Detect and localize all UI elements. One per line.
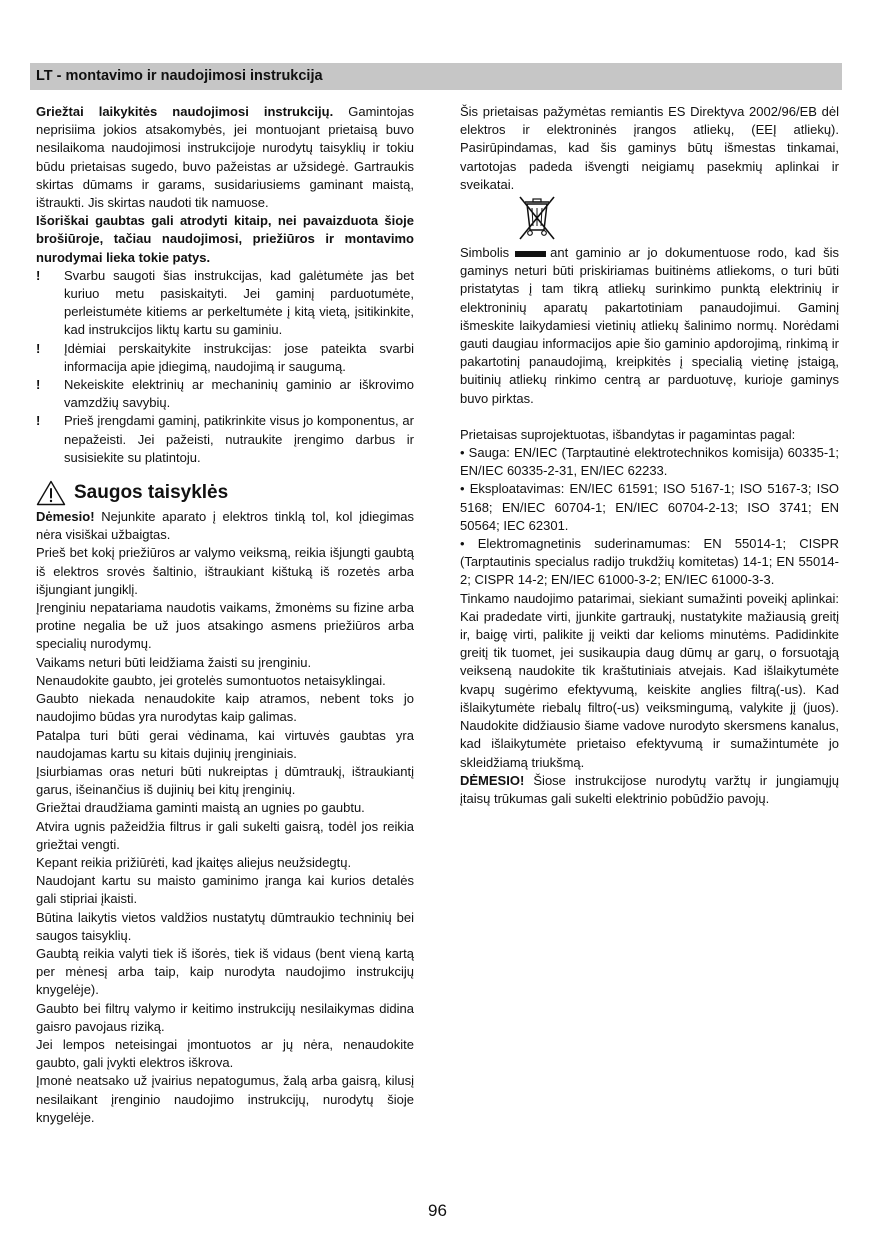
bullet-text: Prieš įrengdami gaminį, patikrinkite visus jo komponentus, ar nepažeisti. Jei pažeisti, nutraukite įrengimo darbus ir susisiekite su platintoju.: [64, 413, 414, 465]
list-item: [36, 412, 414, 467]
attention-paragraph: [36, 508, 414, 544]
instruction-bullets: [36, 267, 414, 467]
caution-text: Šiose instrukcijose nurodytų varžtų ir jungiamųjų įtaisų trūkumas gali sukelti elektrinio pobūdžio pavojų.: [460, 772, 839, 806]
safety-paragraph: Patalpa turi būti gerai vėdinama, kai virtuvės gaubtas yra naudojamas kartu su kitais dujinių įrenginiais.: [36, 727, 414, 761]
caution-label: DĖMESIO!: [460, 772, 525, 788]
list-item: [36, 340, 414, 376]
symbol-prefix: Simbolis: [460, 245, 510, 261]
caution-paragraph: [460, 772, 839, 808]
symbol-paragraph: [460, 244, 839, 408]
spacer: [460, 408, 839, 426]
standard-item: • Eksploatavimas: EN/IEC 61591; ISO 5167-1; ISO 5167-3; ISO 5168; EN/IEC 60704-1; EN/IEC 60704-2-13; ISO 3741; EN 50564; IEC 62301.: [460, 481, 839, 533]
attention-text: Nejunkite aparato į elektros tinklą tol, kol įdiegimas nėra visiškai užbaigtas.: [36, 509, 414, 543]
safety-paragraph: Kepant reikia prižiūrėti, kad įkaitęs aliejus neužsidegtų.: [36, 854, 352, 870]
black-bar-symbol: [515, 251, 546, 257]
intro-text: Gamintojas neprisiima jokios atsakomybės, jei montuojant prietaisą buvo nesilaikoma naudojimosi instrukcijoje nurodytų taisyklių ir tokiu būdu prietaisas sugedo, buvo pažeistas ar užsidegė. Gartraukis skirtas dūmams ir garams, susidariusiems gaminant maistą, ištraukti. Jis skirtas naudoti tik namuose.: [36, 104, 414, 211]
page-number: 96: [428, 1201, 447, 1220]
intro-bold: Griežtai laikykitės naudojimosi instrukcijų.: [36, 104, 334, 119]
safety-paragraph: Būtina laikytis vietos valdžios nustatytų dūmtraukio techninių bei saugos taisyklių.: [36, 909, 414, 943]
warning-triangle-icon: [36, 480, 66, 506]
bullet-text: Nekeiskite elektrinių ar mechaninių gaminio ar iškrovimo vamzdžių savybių.: [64, 377, 414, 411]
safety-paragraph: Jei lempos neteisingai įmontuotos ar jų nėra, nenaudokite gaubto, gali įvykti elektros iškrova.: [36, 1036, 414, 1071]
appearance-note: Išoriškai gaubtas gali atrodyti kitaip, nei pavaizduota šioje brošiūroje, tačiau naudojimosi, priežiūros ir montavimo nurodymai lieka tokie patys.: [36, 213, 414, 265]
weee-paragraph: Šis prietaisas pažymėtas remiantis ES Direktyva 2002/96/EB dėl elektros ir elektroninės įrangos atliekų, (EEĮ atliekų). Pasirūpindamas, kad šis gaminys būtų išmestas tinkamai, vartotojas padeda išvengti neigiamų pasekmių aplinkai ir sveikatai.: [460, 104, 839, 192]
standard-item: • Sauga: EN/IEC (Tarptautinė elektrotechnikos komisija) 60335-1; EN/IEC 60335-2-31, EN/IEC 62233.: [460, 445, 839, 479]
left-column: [36, 103, 414, 1127]
safety-paragraph: Gaubto bei filtrų valymo ir keitimo instrukcijų nesilaikymas didina gaisro pavojaus riziką.: [36, 1000, 414, 1034]
attention-label: Dėmesio!: [36, 509, 95, 525]
safety-paragraph: Naudojant kartu su maisto gaminimo įranga kai kurios detalės gali stipriai įkaisti.: [36, 873, 414, 907]
safety-paragraph: Griežtai draudžiama gaminti maistą an ugnies po gaubtu.: [36, 800, 365, 816]
intro-paragraph: [36, 103, 414, 212]
list-item: [36, 376, 414, 412]
bullet-text: Įdėmiai perskaitykite instrukcijas: jose pateikta svarbi informacija apie įdiegimą, naudojimą ir saugumą.: [64, 340, 414, 374]
safety-paragraph: Nenaudokite gaubto, jei grotelės sumontuotos netaisyklingai.: [36, 672, 386, 688]
safety-paragraph: Įrenginiu nepatariama naudotis vaikams, žmonėms su fizine arba protine negalia be už juos atsakingo asmens priežiūros arba specialių nurodymų.: [36, 600, 414, 652]
standard-item: • Elektromagnetinis suderinamumas: EN 55014-1; CISPR (Tarptautinis specialus radijo trukdžių komitetas) 14-1; EN 55014-2; CISPR 14-2; EN/IEC 61000-3-2; EN/IEC 61000-3-3.: [460, 536, 839, 588]
safety-title: Saugos taisyklės: [74, 481, 229, 503]
symbol-text: ant gaminio ar jo dokumentuose rodo, kad šis gaminys neturi būti priskiriamas buitinėms atliekoms, o turi būti pristatytas į tam tikrą atliekų surinkimo punktą elektrinių ir elektroninių aparatų pakartotiniam panaudojimui. Gaminį išmeskite laikydamiesi vietinių atliekų šalinimo normų. Norėdami gauti daugiau informacijos apie šio gaminio apdorojimą, rinkimą ir pakartotinį panaudojimą, kreipkitės į specialią vietinę įstaigą, buitinių atliekų rinkimo centrą ar parduotuvę, kurioje gaminys buvo pirktas.: [460, 245, 839, 406]
exclamation-mark: !: [36, 413, 41, 429]
safety-paragraph: Prieš bet kokį priežiūros ar valymo veiksmą, reikia išjungti gaubtą iš elektros srovės šaltinio, ištraukiant kištuką iš rozetės arba išjungiant jungiklį.: [36, 545, 414, 597]
tips-paragraph: Tinkamo naudojimo patarimai, siekiant sumažinti poveikį aplinkai: Kai pradedate virti, įjunkite gartraukį, nustatykite mažiausią greitį ir, baigę virti, palikite jį veikti dar kelioms minutėms. Padidinkite greitį tik tuomet, jei susikaupia daug dūmų ar garų, o forsuotąją veikseną naudokite tik kraštutiniais atvejais. Kad išlaikytumėte kvapų sugėrimo efektyvumą, keiskite anglies filtrą(-us). Kad išlaikytumėte riebalų filtro(-us) veiksmingumą, valykite jį (juos). Naudokite didžiausio šiame vadove nurodyto skersmens kanalus, kad išlaikytumėte prietaiso efektyvumą ir sumažintumėte jo skleidžiamą triukšmą.: [460, 590, 839, 770]
exclamation-mark: !: [36, 267, 41, 283]
standards-intro: Prietaisas suprojektuotas, išbandytas ir pagamintas pagal:: [460, 426, 796, 442]
safety-paragraph: Gaubto niekada nenaudokite kaip atramos, nebent toks jo naudojimo būdas yra nurodytas kaip galimas.: [36, 691, 414, 725]
crossed-out-bin-icon: [517, 196, 557, 240]
section-header-bar: [30, 63, 842, 90]
exclamation-mark: !: [36, 340, 41, 356]
safety-paragraph: Vaikams neturi būti leidžiama žaisti su įrenginiu.: [36, 654, 312, 670]
section-header-title: LT - montavimo ir naudojimosi instrukcija: [36, 68, 323, 84]
exclamation-mark: !: [36, 377, 41, 393]
safety-paragraph: Įmonė neatsako už įvairius nepatogumus, žalą arba gaisrą, kilusį nesilaikant įrenginio naudojimo instrukcijų, nurodytų šioje knygelėje.: [36, 1073, 414, 1125]
safety-section-heading: [36, 480, 414, 506]
safety-paragraph: Gaubtą reikia valyti tiek iš išorės, tiek iš vidaus (bent vieną kartą per mėnesį arba taip, kaip nurodyta naudojimo instrukcijų knygelėje).: [36, 945, 414, 998]
safety-paragraph: Įsiurbiamas oras neturi būti nukreiptas į dūmtraukį, ištraukiantį garus, išeinančius iš dujinių bei kitų įrenginių.: [36, 763, 414, 798]
bullet-text: Svarbu saugoti šias instrukcijas, kad galėtumėte jas bet kuriuo metu pasiskaityti. Jei gaminį parduotumėte, perleistumėte kitiems ar perkeltumėte į kitą vietą, įsitikinkite, kad instrukcijos liktų kartu su gaminiu.: [64, 267, 414, 338]
right-column: [460, 103, 839, 808]
list-item: [36, 267, 414, 340]
safety-paragraph: Atvira ugnis pažeidžia filtrus ir gali sukelti gaisrą, todėl jos reikia griežtai vengti.: [36, 818, 414, 852]
